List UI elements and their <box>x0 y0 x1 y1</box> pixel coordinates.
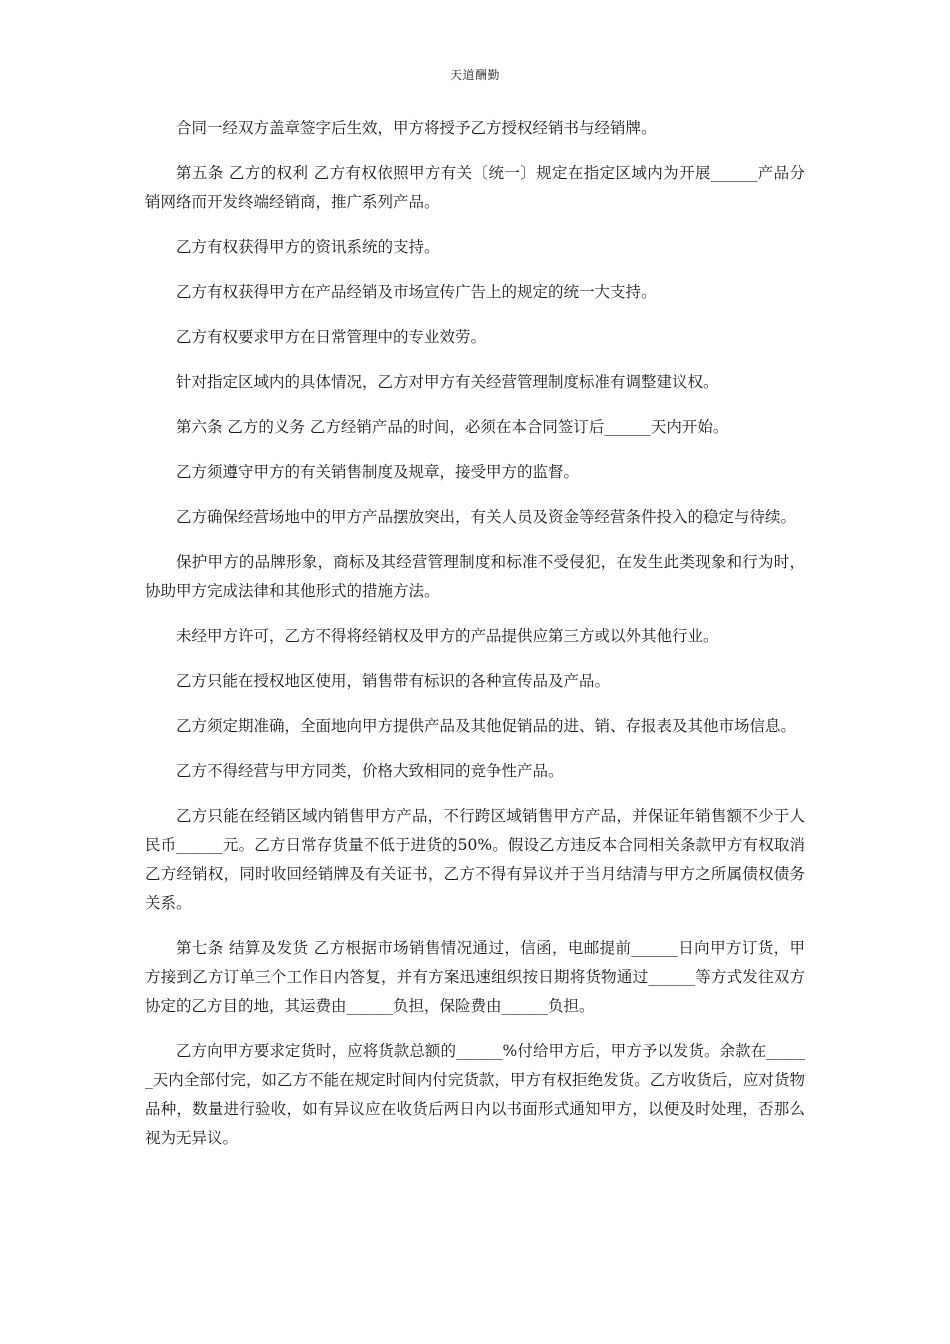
paragraph: 乙方确保经营场地中的甲方产品摆放突出，有关人员及资金等经营条件投入的稳定与待续。 <box>176 508 797 526</box>
page-header: 天道酬勤 <box>449 68 500 82</box>
paragraph: 第六条 乙方的义务 乙方经销产品的时间，必须在本合同签订后______天内开始。 <box>176 418 729 436</box>
paragraph: 乙方须遵守甲方的有关销售制度及规章，接受甲方的监督。 <box>176 463 580 481</box>
paragraph: 乙方有权获得甲方的资讯系统的支持。 <box>176 238 440 256</box>
paragraph: 针对指定区域内的具体情况，乙方对甲方有关经营管理制度标准有调整建议权。 <box>176 373 719 391</box>
paragraph: 第五条 乙方的权利 乙方有权依照甲方有关〔统一〕规定在指定区域内为开展______产品分销网络而开发终端经销商，推广系列产品。 <box>145 164 805 211</box>
paragraph: 第七条 结算及发货 乙方根据市场销售情况通过，信函，电邮提前______日向甲方订货，甲方接到乙方订单三个工作日内答复，并有方案迅速组织按日期将货物通过______等方式发往双方协定的乙方目的地，其运费由______负担，保险费由______负担。 <box>145 939 805 1015</box>
paragraph: 乙方须定期准确，全面地向甲方提供产品及其他促销品的进、销、存报表及其他市场信息。 <box>176 717 797 735</box>
paragraph: 合同一经双方盖章签字后生效，甲方将授予乙方授权经销书与经销牌。 <box>176 119 657 137</box>
paragraph: 未经甲方许可，乙方不得将经销权及甲方的产品提供应第三方或以外其他行业。 <box>176 627 719 645</box>
paragraph: 保护甲方的品牌形象，商标及其经营管理制度和标准不受侵犯，在发生此类现象和行为时，协助甲方完成法律和其他形式的措施方法。 <box>145 553 805 600</box>
paragraph: 乙方有权获得甲方在产品经销及市场宣传广告上的规定的统一大支持。 <box>176 283 657 301</box>
paragraph: 乙方向甲方要求定货时，应将货款总额的______%付给甲方后，甲方予以发货。余款在______天内全部付完，如乙方不能在规定时间内付完货款，甲方有权拒绝发货。乙方收货后，应对货物品种，数量进行验收，如有异议应在收货后两日内以书面形式通知甲方，以便及时处理，否那么视为无异议。 <box>145 1042 805 1147</box>
paragraph: 乙方不得经营与甲方同类，价格大致相同的竞争性产品。 <box>176 762 564 780</box>
paragraph: 乙方只能在经销区域内销售甲方产品，不行跨区域销售甲方产品，并保证年销售额不少于人民币______元。乙方日常存货量不低于进货的50%。假设乙方违反本合同相关条款甲方有权取消乙方经销权，同时收回经销牌及有关证书，乙方不得有异议并于当月结清与甲方之所属债权债务关系。 <box>145 807 805 912</box>
paragraph: 乙方只能在授权地区使用，销售带有标识的各种宣传品及产品。 <box>176 672 611 690</box>
document-body <box>145 114 805 1169</box>
paragraph: 乙方有权要求甲方在日常管理中的专业效劳。 <box>176 328 487 346</box>
